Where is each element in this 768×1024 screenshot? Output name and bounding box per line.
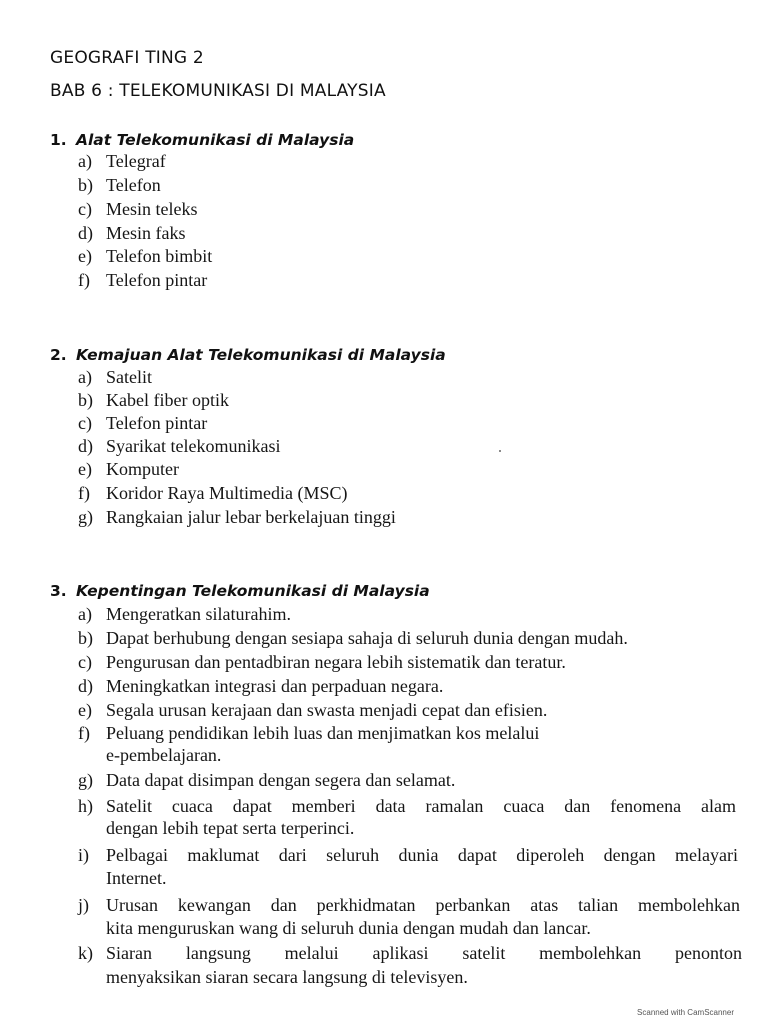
list-item-text: Telefon pintar (106, 413, 208, 433)
list-item-text: Satelit (106, 367, 152, 387)
list-item-label: c) (78, 413, 92, 433)
list-item-continuation: menyaksikan siaran secara langsung di televisyen. (106, 967, 468, 987)
list-item-label: c) (78, 199, 92, 219)
list-item-label: h) (78, 796, 93, 816)
list-item-label: f) (78, 723, 90, 743)
list-item-continuation: Internet. (106, 868, 167, 888)
list-item-label: d) (78, 223, 93, 243)
list-item-text: Mengeratkan silaturahim. (106, 604, 291, 624)
list-item-text: Pelbagai maklumat dari seluruh dunia dapat diperoleh dengan melayari (106, 845, 738, 865)
list-item-continuation: e-pembelajaran. (106, 745, 222, 765)
list-item-label: e) (78, 246, 92, 266)
list-item-text: Mesin faks (106, 223, 186, 243)
list-item-text: Dapat berhubung dengan sesiapa sahaja di seluruh dunia dengan mudah. (106, 628, 628, 648)
list-item-label: c) (78, 652, 92, 672)
list-item-label: g) (78, 770, 93, 790)
list-item-text: Siaran langsung melalui aplikasi satelit membolehkan penonton (106, 943, 742, 963)
list-item-label: b) (78, 175, 93, 195)
list-item-label: g) (78, 507, 93, 527)
list-item-label: a) (78, 367, 92, 387)
list-item-text: Urusan kewangan dan perkhidmatan perbankan atas talian membolehkan (106, 895, 740, 915)
list-item-text: Pengurusan dan pentadbiran negara lebih sistematik dan teratur. (106, 652, 566, 672)
list-item-label: e) (78, 700, 92, 720)
document-chapter-title: BAB 6 : TELEKOMUNIKASI DI MALAYSIA (50, 81, 386, 101)
list-item-text: Data dapat disimpan dengan segera dan selamat. (106, 770, 456, 790)
list-item-text: Telefon (106, 175, 161, 195)
section-2-number: 2. (50, 346, 67, 364)
list-item-text: Koridor Raya Multimedia (MSC) (106, 483, 348, 503)
list-item-continuation: dengan lebih tepat serta terperinci. (106, 818, 355, 838)
list-item-label: k) (78, 943, 93, 963)
list-item-text: Rangkaian jalur lebar berkelajuan tinggi (106, 507, 396, 527)
section-3-number: 3. (50, 582, 67, 600)
list-item-text: Telefon bimbit (106, 246, 213, 266)
list-item-label: a) (78, 604, 92, 624)
list-item-text: Meningkatkan integrasi dan perpaduan negara. (106, 676, 444, 696)
list-item-label: e) (78, 459, 92, 479)
list-item-text: Mesin teleks (106, 199, 198, 219)
section-3-title: Kepentingan Telekomunikasi di Malaysia (76, 582, 430, 600)
document-subject-title: GEOGRAFI TING 2 (50, 48, 204, 68)
list-item-text: Syarikat telekomunikasi (106, 436, 281, 456)
scanner-watermark: Scanned with CamScanner (637, 1008, 734, 1017)
list-item-label: a) (78, 151, 92, 171)
list-item-label: d) (78, 676, 93, 696)
list-item-text: Telegraf (106, 151, 166, 171)
section-2-heading (50, 346, 446, 364)
list-item-label: b) (78, 390, 93, 410)
list-item-label: i) (78, 845, 89, 865)
list-item-label: j) (78, 895, 89, 915)
list-item-text: Kabel fiber optik (106, 390, 229, 410)
section-1-number: 1. (50, 131, 67, 149)
scan-speck (499, 450, 501, 452)
list-item-label: b) (78, 628, 93, 648)
section-1-title: Alat Telekomunikasi di Malaysia (76, 131, 355, 149)
section-2-title: Kemajuan Alat Telekomunikasi di Malaysia (76, 346, 446, 364)
list-item-text: Segala urusan kerajaan dan swasta menjadi cepat dan efisien. (106, 700, 548, 720)
list-item-text: Satelit cuaca dapat memberi data ramalan cuaca dan fenomena alam (106, 796, 736, 816)
list-item-text: Peluang pendidikan lebih luas dan menjimatkan kos melalui (106, 723, 540, 743)
section-3-heading (50, 582, 430, 600)
list-item-continuation: kita menguruskan wang di seluruh dunia dengan mudah dan lancar. (106, 918, 591, 938)
list-item-label: f) (78, 270, 90, 290)
section-1-heading (50, 131, 354, 149)
list-item-text: Telefon pintar (106, 270, 208, 290)
list-item-label: f) (78, 483, 90, 503)
list-item-text: Komputer (106, 459, 179, 479)
list-item-label: d) (78, 436, 93, 456)
